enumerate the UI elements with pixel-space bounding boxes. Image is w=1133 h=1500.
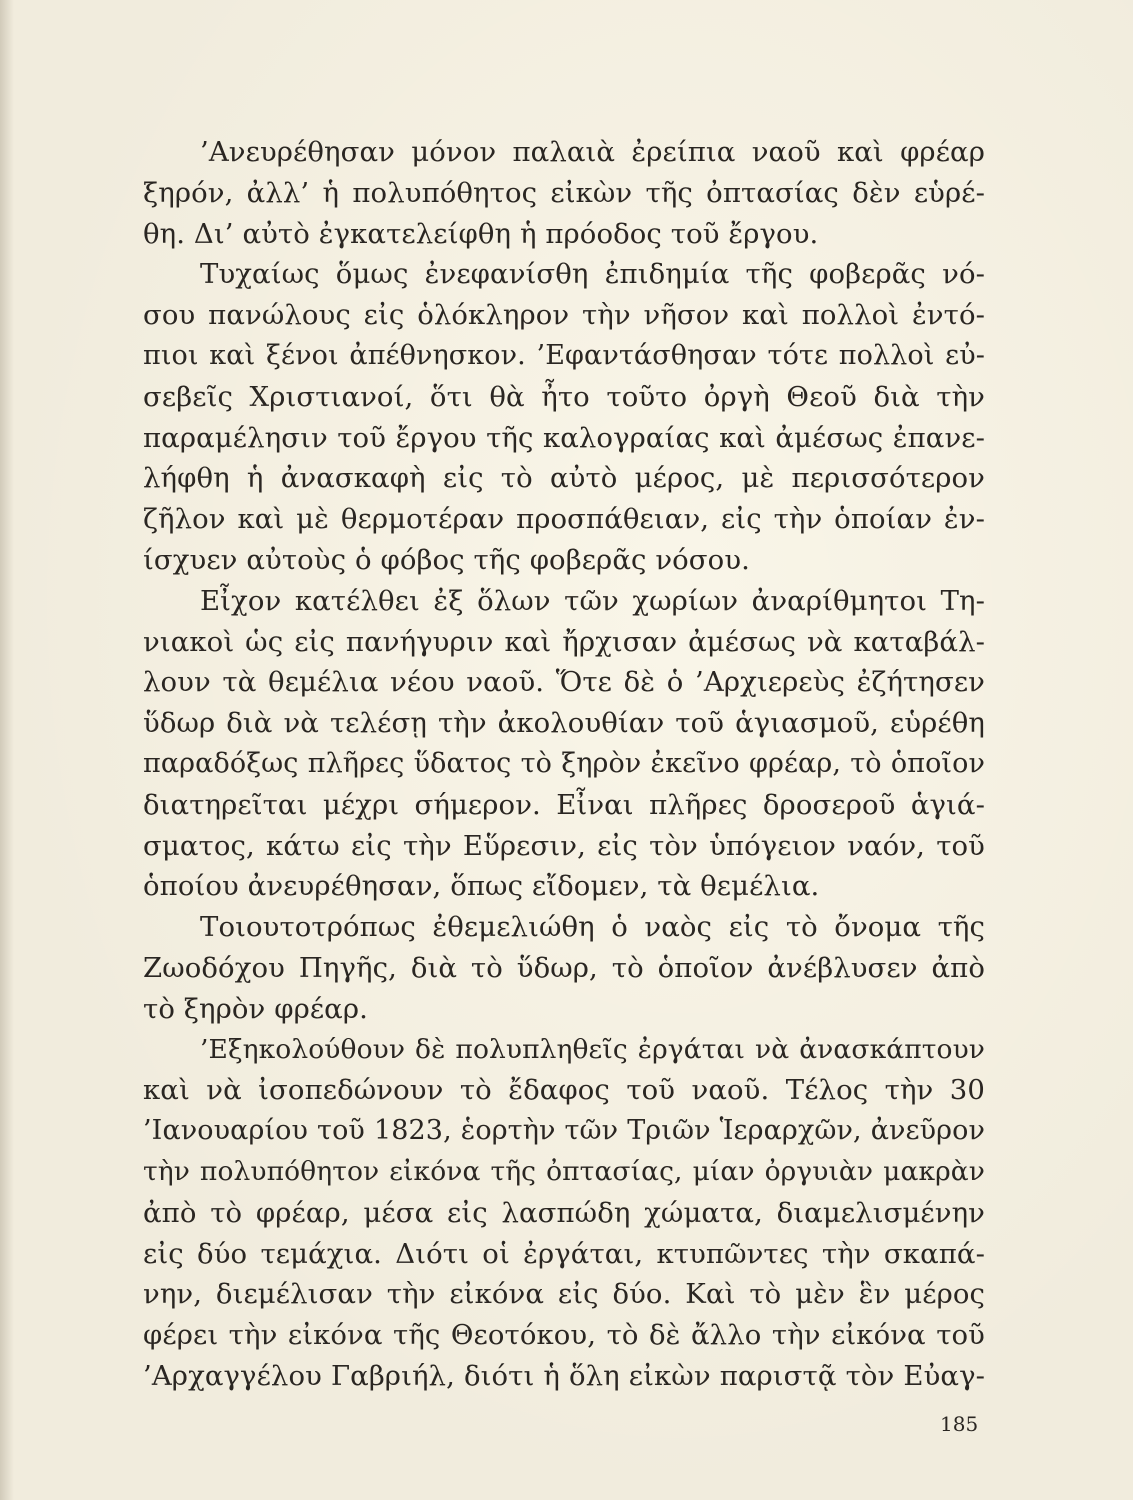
text-line: ’Εξηκολούθουν δὲ πολυπληθεῖς ἐργάται νὰ ἀνασκάπτουν bbox=[200, 1033, 985, 1065]
text-line: σεβεῖς Χριστιανοί, ὅτι θὰ ἦτο τοῦτο ὀργὴ Θεοῦ διὰ τὴν bbox=[143, 380, 985, 413]
body-text bbox=[143, 132, 985, 1397]
text-line: τὴν πολυπόθητον εἰκόνα τῆς ὀπτασίας, μίαν ὀργυιὰν μακρὰν bbox=[143, 1155, 985, 1187]
paragraph-5 bbox=[143, 1030, 985, 1397]
text-line: νιακοὶ ὡς εἰς πανήγυριν καὶ ἤρχισαν ἀμέσως νὰ καταβάλ- bbox=[143, 625, 985, 658]
text-line: ξηρόν, ἀλλ’ ἡ πολυπόθητος εἰκὼν τῆς ὀπτασίας δὲν εὑρέ- bbox=[143, 176, 985, 209]
text-line: τὸ ξηρὸν φρέαρ. bbox=[143, 992, 368, 1025]
text-line: σου πανώλους εἰς ὁλόκληρον τὴν νῆσον καὶ πολλοὶ ἐντό- bbox=[143, 299, 985, 332]
text-line: Τοιουτοτρόπως ἐθεμελιώθη ὁ ναὸς εἰς τὸ ὄνομα τῆς bbox=[200, 911, 985, 944]
text-line: λήφθη ἡ ἀνασκαφὴ εἰς τὸ αὐτὸ μέρος, μὲ περισσότερον bbox=[143, 462, 985, 495]
text-line: ἀπὸ τὸ φρέαρ, μέσα εἰς λασπώδη χώματα, διαμελισμένην bbox=[143, 1196, 985, 1229]
text-line: νην, διεμέλισαν τὴν εἰκόνα εἰς δύο. Καὶ τὸ μὲν ἓν μέρος bbox=[143, 1278, 985, 1311]
text-line: θη. Δι’ αὐτὸ ἐγκατελείφθη ἡ πρόοδος τοῦ ἔργου. bbox=[143, 217, 819, 250]
text-line: ’Ανευρέθησαν μόνον παλαιὰ ἐρείπια ναοῦ καὶ φρέαρ bbox=[200, 136, 985, 168]
text-line: σματος, κάτω εἰς τὴν Εὕρεσιν, εἰς τὸν ὑπόγειον ναόν, τοῦ bbox=[143, 829, 985, 862]
text-line: διατηρεῖται μέχρι σήμερον. Εἶναι πλῆρες δροσεροῦ ἁγιά- bbox=[143, 788, 985, 821]
paragraph-3 bbox=[143, 581, 985, 907]
text-line: εἰς δύο τεμάχια. Διότι οἱ ἐργάται, κτυπῶντες τὴν σκαπά- bbox=[143, 1237, 985, 1270]
text-line: παραδόξως πλῆρες ὕδατος τὸ ξηρὸν ἐκεῖνο φρέαρ, τὸ ὁποῖον bbox=[143, 747, 985, 779]
text-line: ’Ιανουαρίου τοῦ 1823, ἑορτὴν τῶν Τριῶν Ἱεραρχῶν, ἀνεῦρον bbox=[143, 1115, 985, 1147]
paragraph-4 bbox=[143, 907, 985, 1029]
text-line: ίσχυεν αὐτοὺς ὁ φόβος τῆς φοβερᾶς νόσου. bbox=[143, 543, 750, 576]
paragraph-2 bbox=[143, 254, 985, 580]
text-line: φέρει τὴν εἰκόνα τῆς Θεοτόκου, τὸ δὲ ἄλλο τὴν εἰκόνα τοῦ bbox=[143, 1319, 985, 1352]
text-line: ὁποίου ἀνευρέθησαν, ὅπως εἴδομεν, τὰ θεμέλια. bbox=[143, 870, 820, 903]
text-line: Τυχαίως ὅμως ἐνεφανίσθη ἐπιδημία τῆς φοβερᾶς νό- bbox=[200, 258, 985, 291]
paragraph-1 bbox=[143, 132, 985, 254]
text-line: ’Αρχαγγέλου Γαβριήλ, διότι ἡ ὅλη εἰκὼν παριστᾷ τὸν Εὐαγ- bbox=[143, 1359, 985, 1392]
page-gutter-shadow bbox=[0, 0, 14, 1500]
text-line: παραμέλησιν τοῦ ἔργου τῆς καλογραίας καὶ ἀμέσως ἐπανε- bbox=[143, 421, 985, 454]
text-line: λουν τὰ θεμέλια νέου ναοῦ. Ὅτε δὲ ὁ ’Αρχιερεὺς ἐζήτησεν bbox=[143, 666, 985, 699]
text-line: Εἶχον κατέλθει ἐξ ὅλων τῶν χωρίων ἀναρίθμητοι Τη- bbox=[200, 584, 985, 617]
text-line: πιοι καὶ ξένοι ἀπέθνησκον. ’Εφαντάσθησαν τότε πολλοὶ εὐ- bbox=[143, 339, 985, 371]
text-line: Ζωοδόχου Πηγῆς, διὰ τὸ ὕδωρ, τὸ ὁποῖον ἀνέβλυσεν ἀπὸ bbox=[143, 951, 985, 984]
text-line: καὶ νὰ ἰσοπεδώνουν τὸ ἔδαφος τοῦ ναοῦ. Τέλος τὴν 30 bbox=[143, 1074, 985, 1107]
page-number: 185 bbox=[940, 1412, 979, 1436]
text-line: ὕδωρ διὰ νὰ τελέσῃ τὴν ἀκολουθίαν τοῦ ἁγιασμοῦ, εὑρέθη bbox=[143, 707, 985, 740]
text-line: ζῆλον καὶ μὲ θερμοτέραν προσπάθειαν, εἰς τὴν ὁποίαν ἐν- bbox=[143, 503, 985, 536]
